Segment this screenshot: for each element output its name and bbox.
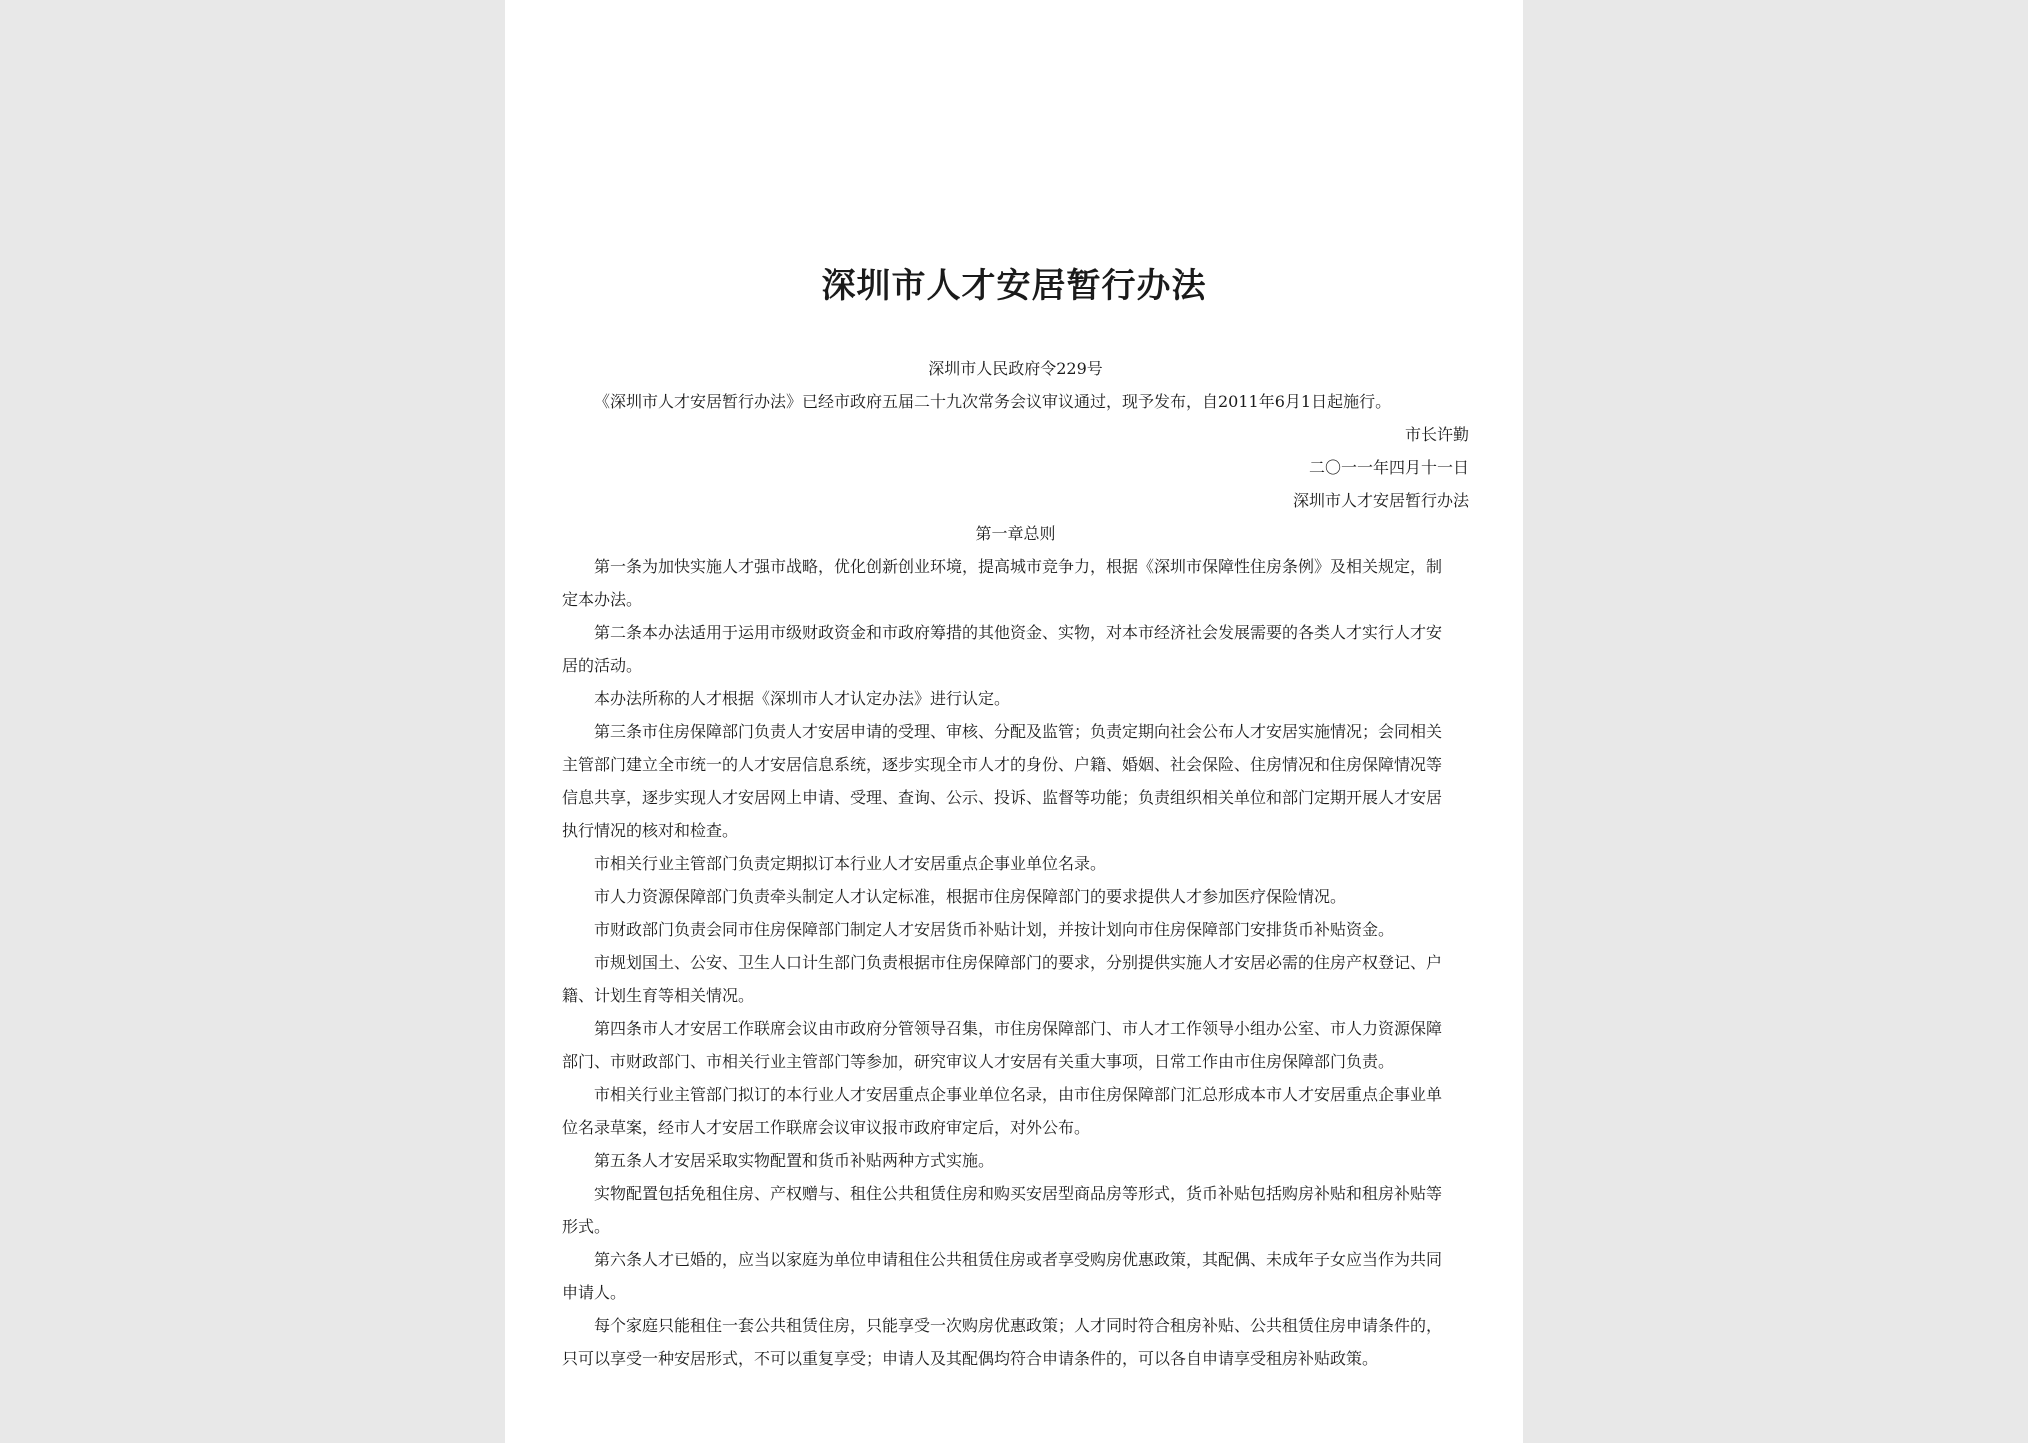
body-line: 市相关行业主管部门拟订的本行业人才安居重点企事业单位名录，由市住房保障部门汇总形成本市人才安居重点企事业单 [594, 1085, 1443, 1104]
body-line: 第三条市住房保障部门负责人才安居申请的受理、审核、分配及监管；负责定期向社会公布人才安居实施情况；会同相关 [594, 722, 1443, 741]
body-line: 本办法所称的人才根据《深圳市人才认定办法》进行认定。 [594, 689, 1011, 708]
body-line: 执行情况的核对和检查。 [562, 821, 739, 840]
signature: 市长许勤 [1404, 425, 1469, 444]
body-line: 第四条市人才安居工作联席会议由市政府分管领导召集，市住房保障部门、市人才工作领导小组办公室、市人力资源保障 [594, 1019, 1443, 1038]
body-line: 籍、计划生育等相关情况。 [562, 986, 755, 1005]
body-line: 第一条为加快实施人才强市战略，优化创新创业环境，提高城市竞争力，根据《深圳市保障性住房条例》及相关规定，制 [594, 557, 1443, 576]
body-line: 部门、市财政部门、市相关行业主管部门等参加，研究审议人才安居有关重大事项，日常工作由市住房保障部门负责。 [562, 1052, 1395, 1071]
body-line: 居的活动。 [562, 656, 643, 675]
body-line: 市相关行业主管部门负责定期拟订本行业人才安居重点企事业单位名录。 [594, 854, 1107, 873]
body-line: 信息共享，逐步实现人才安居网上申请、受理、查询、公示、投诉、监督等功能；负责组织相关单位和部门定期开展人才安居 [562, 788, 1443, 807]
body-line: 主管部门建立全市统一的人才安居信息系统，逐步实现全市人才的身份、户籍、婚姻、社会保险、住房情况和住房保障情况等 [562, 755, 1443, 774]
body-line: 市规划国土、公安、卫生人口计生部门负责根据市住房保障部门的要求，分别提供实施人才安居必需的住房产权登记、户 [594, 953, 1443, 972]
signing-date: 二〇一一年四月十一日 [1308, 458, 1469, 477]
body-line: 实物配置包括免租住房、产权赠与、租住公共租赁住房和购买安居型商品房等形式，货币补贴包括购房补贴和租房补贴等 [594, 1184, 1443, 1203]
body-line: 第六条人才已婚的，应当以家庭为单位申请租住公共租赁住房或者享受购房优惠政策，其配偶、未成年子女应当作为共同 [594, 1250, 1443, 1269]
body-line: 第二条本办法适用于运用市级财政资金和市政府筹措的其他资金、实物，对本市经济社会发展需要的各类人才实行人才安 [594, 623, 1443, 642]
body-line: 定本办法。 [562, 590, 643, 609]
document-title: 深圳市人才安居暂行办法 [821, 266, 1207, 306]
chapter-heading: 第一章总则 [975, 524, 1056, 543]
decree-number: 深圳市人民政府令229号 [928, 359, 1103, 378]
document-page [505, 0, 1523, 1443]
document-body [562, 352, 1469, 1375]
body-line: 市人力资源保障部门负责牵头制定人才认定标准，根据市住房保障部门的要求提供人才参加医疗保险情况。 [594, 887, 1347, 906]
body-line: 形式。 [562, 1217, 611, 1236]
body-line: 市财政部门负责会同市住房保障部门制定人才安居货币补贴计划，并按计划向市住房保障部门安排货币补贴资金。 [594, 920, 1395, 939]
body-line: 申请人。 [562, 1283, 627, 1302]
body-line: 位名录草案，经市人才安居工作联席会议审议报市政府审定后，对外公布。 [562, 1118, 1091, 1137]
body-line: 第五条人才安居采取实物配置和货币补贴两种方式实施。 [594, 1151, 995, 1170]
document-subtitle: 深圳市人才安居暂行办法 [1292, 491, 1469, 510]
body-line: 每个家庭只能租住一套公共租赁住房，只能享受一次购房优惠政策；人才同时符合租房补贴、公共租赁住房申请条件的， [594, 1316, 1443, 1335]
body-line: 只可以享受一种安居形式，不可以重复享受；申请人及其配偶均符合申请条件的，可以各自申请享受租房补贴政策。 [562, 1349, 1379, 1368]
promulgation-text: 《深圳市人才安居暂行办法》已经市政府五届二十九次常务会议审议通过，现予发布，自2011年6月1日起施行。 [594, 392, 1392, 411]
